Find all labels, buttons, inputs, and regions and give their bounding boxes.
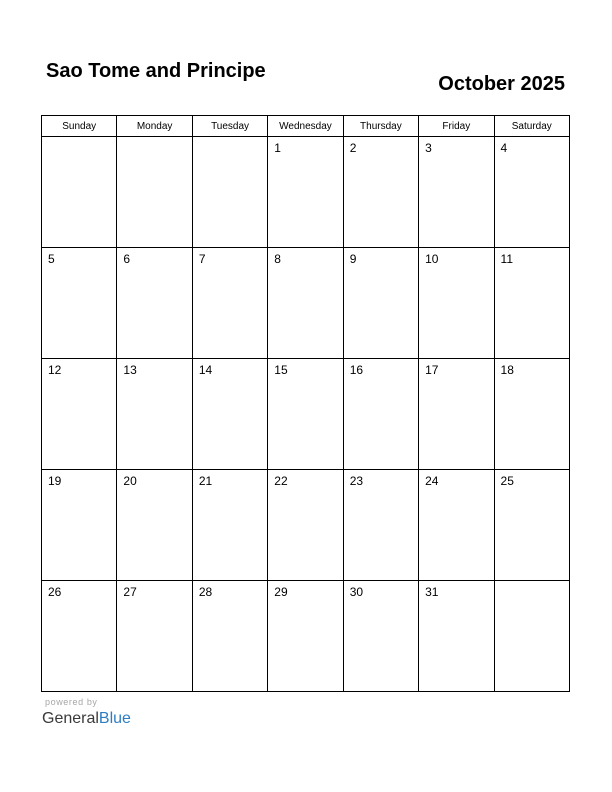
day-number: 25 [500,474,514,488]
day-number: 31 [425,585,439,599]
day-cell [117,137,192,248]
day-number [495,581,569,585]
day-cell [42,248,117,359]
weekday-wednesday: Wednesday [268,116,343,137]
day-cell [494,137,569,248]
day-number: 24 [425,474,439,488]
day-number: 27 [123,585,137,599]
day-number: 17 [425,363,439,377]
day-cell [192,470,267,581]
weekday-header-row [42,116,570,137]
day-cell [419,137,494,248]
day-number: 23 [349,474,364,488]
day-number: 10 [425,252,439,266]
day-cell [268,248,343,359]
day-cell [268,581,343,692]
powered-by-label: powered by [45,697,98,707]
day-cell [42,581,117,692]
day-number: 5 [48,252,55,266]
day-cell [419,359,494,470]
day-cell [42,137,117,248]
day-number: 14 [198,363,213,377]
day-cell [117,359,192,470]
day-cell [494,581,569,692]
day-number: 28 [198,585,213,599]
day-number: 15 [274,363,288,377]
day-cell [494,470,569,581]
day-cell [268,359,343,470]
day-cell [494,359,569,470]
day-number: 29 [274,585,288,599]
brand-blue-text: Blue [98,710,131,727]
calendar-grid [41,115,570,692]
day-number: 4 [500,141,508,155]
day-number: 8 [274,252,281,266]
brand-general-text: General [42,710,99,727]
day-cell [343,581,418,692]
week-row-5 [42,581,570,692]
day-cell [192,581,267,692]
day-number: 30 [349,585,364,599]
day-cell [117,248,192,359]
day-cell [117,581,192,692]
day-cell [419,248,494,359]
day-number: 1 [274,141,281,155]
day-cell [419,581,494,692]
day-cell [192,137,267,248]
day-cell [419,470,494,581]
day-cell [192,359,267,470]
day-number [193,137,267,141]
day-number: 6 [123,252,131,266]
day-number: 12 [48,363,62,377]
weekday-tuesday: Tuesday [192,116,267,137]
week-row-1 [42,137,570,248]
weekday-sunday: Sunday [42,116,117,137]
day-cell [268,137,343,248]
weekday-thursday: Thursday [343,116,418,137]
day-number: 22 [274,474,288,488]
day-cell [42,470,117,581]
day-cell [192,248,267,359]
day-number: 21 [198,474,213,488]
day-cell [268,470,343,581]
weekday-friday: Friday [419,116,494,137]
day-cell [42,359,117,470]
day-cell [494,248,569,359]
month-title: October 2025 [438,73,565,95]
brand-wordmark [42,709,131,729]
day-cell [343,248,418,359]
generalblue-logo[interactable] [42,697,131,729]
day-number [117,137,191,141]
day-number: 18 [500,363,514,377]
day-number: 19 [48,474,62,488]
day-number: 9 [349,252,357,266]
day-cell [343,470,418,581]
week-row-2 [42,248,570,359]
week-row-4 [42,470,570,581]
day-number [42,137,116,141]
day-number: 3 [425,141,432,155]
day-number: 20 [123,474,137,488]
week-row-3 [42,359,570,470]
weekday-monday: Monday [117,116,192,137]
day-number: 16 [349,363,364,377]
day-number: 7 [198,252,206,266]
day-cell [343,359,418,470]
day-cell [117,470,192,581]
day-number: 26 [48,585,62,599]
day-number: 13 [123,363,137,377]
country-title: Sao Tome and Principe [46,60,266,82]
weekday-saturday: Saturday [494,116,569,137]
day-number: 2 [349,141,357,155]
day-cell [343,137,418,248]
day-number: 11 [500,252,513,266]
